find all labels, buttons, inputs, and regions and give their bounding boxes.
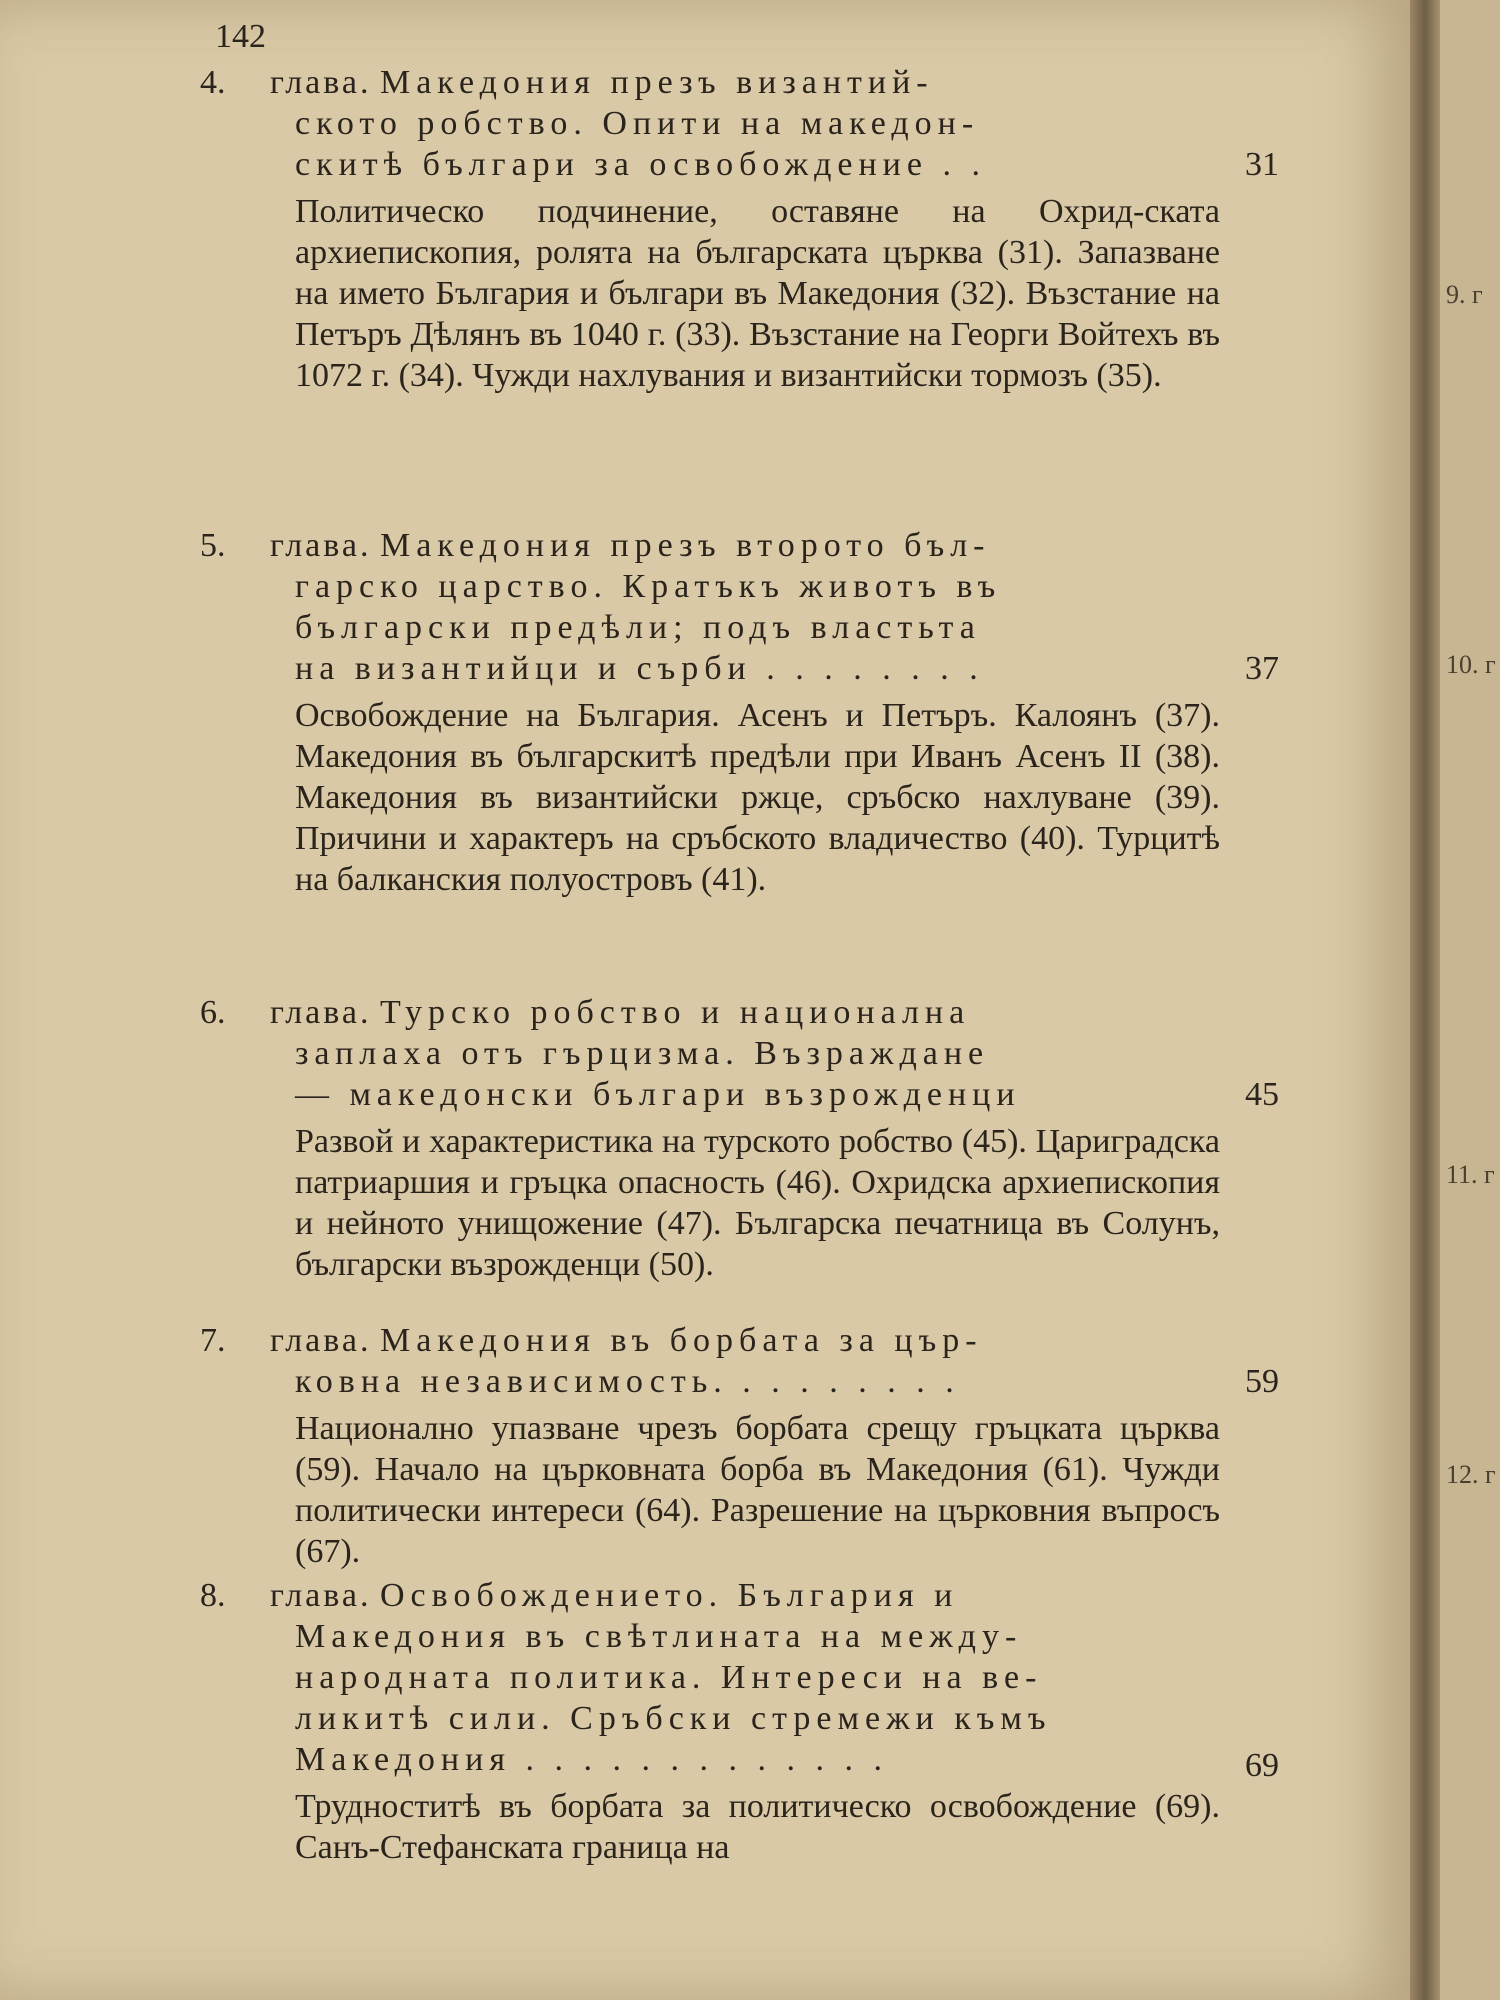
chapter-label: глава. <box>270 64 372 101</box>
chapter-summary: Политическо подчинение, оставяне на Охрид-ската архиепископия, ролята на българската църква (31). Запазване на името България и българи въ Македония (32). Възстание на Петъръ Дѣлянъ въ 1040 г. (33). Възстание на Георги Войтехъ въ 1072 г. (34). Чужди нахлувания и византийски тормозъ (35). <box>295 193 1220 394</box>
chapter-title-line: гарско царство. Кратъкъ животъ въ <box>295 568 1002 605</box>
chapter-number: 7. <box>200 1322 226 1359</box>
facing-page-fragment: 9. г <box>1446 280 1483 309</box>
page-reference: 59 <box>1245 1363 1279 1400</box>
chapter-title-line: български предѣли; подъ властьта <box>295 609 981 646</box>
chapter-title-line: Македония въ свѣтлината на между- <box>295 1618 1023 1655</box>
chapter-title-line: ското робство. Опити на македон- <box>295 105 980 142</box>
chapter-heading <box>200 1320 1220 1402</box>
chapter-label: глава. <box>270 527 372 564</box>
toc-entry-chapter-4 <box>200 62 1279 396</box>
chapter-title-line: на византийци и сърби . . . . . . . . <box>295 650 984 687</box>
toc-entry-chapter-5 <box>200 525 1279 900</box>
page-reference: 45 <box>1245 1076 1279 1113</box>
toc-entry-chapter-8 <box>200 1575 1279 1868</box>
chapter-heading <box>200 62 1220 185</box>
chapter-label: глава. <box>270 1322 372 1359</box>
toc-entry-chapter-7 <box>200 1320 1279 1572</box>
book-gutter <box>1410 0 1440 2000</box>
chapter-title-line: Освобождението. България и <box>379 1577 959 1614</box>
facing-page-fragment: 11. г <box>1446 1160 1495 1189</box>
chapter-number: 4. <box>200 64 226 101</box>
chapter-title-line: — македонски българи възрожденци <box>295 1076 1021 1113</box>
facing-page-fragment: 10. г <box>1446 650 1496 679</box>
chapter-number: 6. <box>200 994 226 1031</box>
chapter-title-line: ковна независимость. . . . . . . . . <box>295 1363 960 1400</box>
facing-page <box>1440 0 1500 2000</box>
chapter-summary: Развой и характеристика на турското робство (45). Цариградска патриаршия и гръцка опасность (46). Охридска архиепископия и нейното унищожение (47). Българска печатница въ Солунъ, български възрожденци (50). <box>295 1123 1220 1283</box>
toc-entry-chapter-6 <box>200 992 1279 1285</box>
chapter-heading <box>200 525 1220 689</box>
chapter-title-line: скитѣ българи за освобождение . . <box>295 146 986 183</box>
chapter-label: глава. <box>270 994 372 1031</box>
page-reference: 31 <box>1245 146 1279 183</box>
chapter-number: 8. <box>200 1577 226 1614</box>
page-reference: 69 <box>1245 1747 1279 1784</box>
page-reference: 37 <box>1245 650 1279 687</box>
chapter-heading <box>200 992 1220 1115</box>
chapter-number: 5. <box>200 527 226 564</box>
chapter-title-line: Македония въ борбата за цър- <box>379 1322 983 1359</box>
chapter-title-line: народната политика. Интереси на ве- <box>295 1659 1043 1696</box>
chapter-label: глава. <box>270 1577 372 1614</box>
chapter-title-line: Македония презъ второто бъл- <box>379 527 991 564</box>
chapter-title-line: ликитѣ сили. Сръбски стремежи къмъ <box>295 1700 1052 1737</box>
chapter-title-line: Македония . . . . . . . . . . . . . <box>295 1741 888 1778</box>
chapter-summary: Трудноститѣ въ борбата за политическо освобождение (69). Санъ-Стефанската граница на <box>295 1788 1220 1866</box>
chapter-heading <box>200 1575 1220 1780</box>
page-number: 142 <box>215 18 266 55</box>
chapter-title-line: Турско робство и национална <box>379 994 971 1031</box>
chapter-title-line: заплаха отъ гърцизма. Възраждане <box>295 1035 990 1072</box>
facing-page-fragment: 12. г <box>1446 1460 1496 1489</box>
chapter-summary: Освобождение на България. Асенъ и Петъръ. Калоянъ (37). Македония въ българскитѣ предѣли при Иванъ Асенъ II (38). Македония въ византийски ржце, сръбско нахлуване (39). Причини и характеръ на сръбското владичество (40). Турцитѣ на балканския полуостровъ (41). <box>295 697 1220 898</box>
chapter-summary: Национално упазване чрезъ борбата срещу гръцката църква (59). Начало на църковната борба въ Македония (61). Чужди политически интереси (64). Разрешение на църковния въпросъ (67). <box>295 1410 1220 1570</box>
chapter-title-line: Македония презъ византий- <box>379 64 934 101</box>
